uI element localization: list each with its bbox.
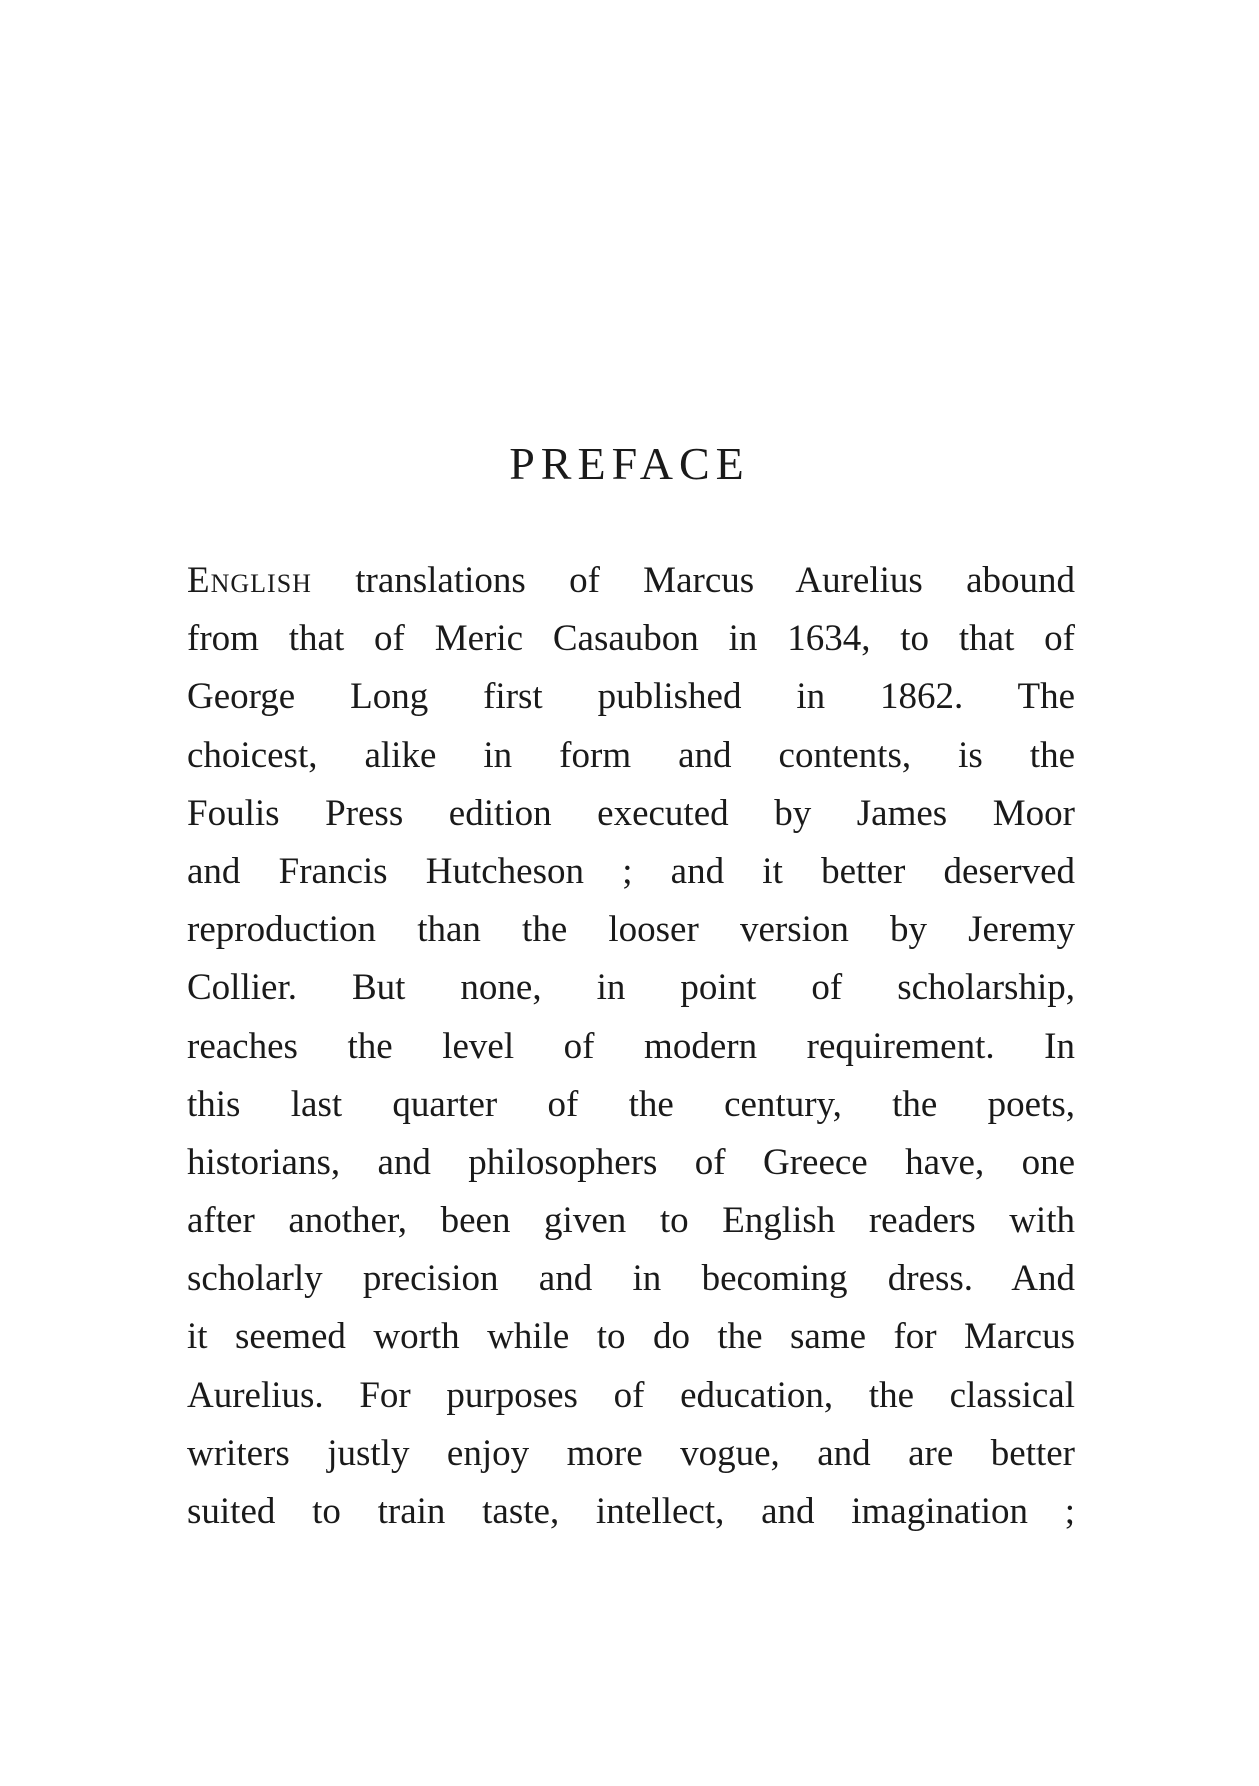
text-line: scholarly precision and in becoming dress. And: [187, 1258, 1075, 1300]
text-line: Aurelius. For purposes of education, the classical: [187, 1374, 1075, 1416]
text-line: it seemed worth while to do the same for Marcus: [187, 1316, 1075, 1358]
text-line: suited to train taste, intellect, and imagination ;: [187, 1491, 1075, 1532]
lead-word: English: [187, 560, 312, 601]
text-line: historians, and philosophers of Greece have, one: [187, 1141, 1075, 1183]
text-line: Foulis Press edition executed by James Moor: [187, 792, 1075, 834]
text-line: choicest, alike in form and contents, is the: [187, 734, 1075, 776]
text-line: reaches the level of modern requirement. In: [187, 1025, 1075, 1067]
page-title: PREFACE: [509, 438, 750, 489]
preface-paragraph: [187, 552, 1075, 1541]
text-line: after another, been given to English readers with: [187, 1200, 1075, 1242]
text-line: writers justly enjoy more vogue, and are better: [187, 1432, 1075, 1474]
text-line: this last quarter of the century, the poets,: [187, 1083, 1075, 1125]
text-line: English translations of Marcus Aurelius abound: [187, 560, 1075, 601]
text-line: George Long first published in 1862. The: [187, 676, 1075, 718]
text-line: Collier. But none, in point of scholarship,: [187, 967, 1075, 1009]
text-line: and Francis Hutcheson ; and it better deserved: [187, 850, 1075, 892]
text-line: reproduction than the looser version by Jeremy: [187, 909, 1075, 951]
text-line: from that of Meric Casaubon in 1634, to that of: [187, 618, 1075, 660]
